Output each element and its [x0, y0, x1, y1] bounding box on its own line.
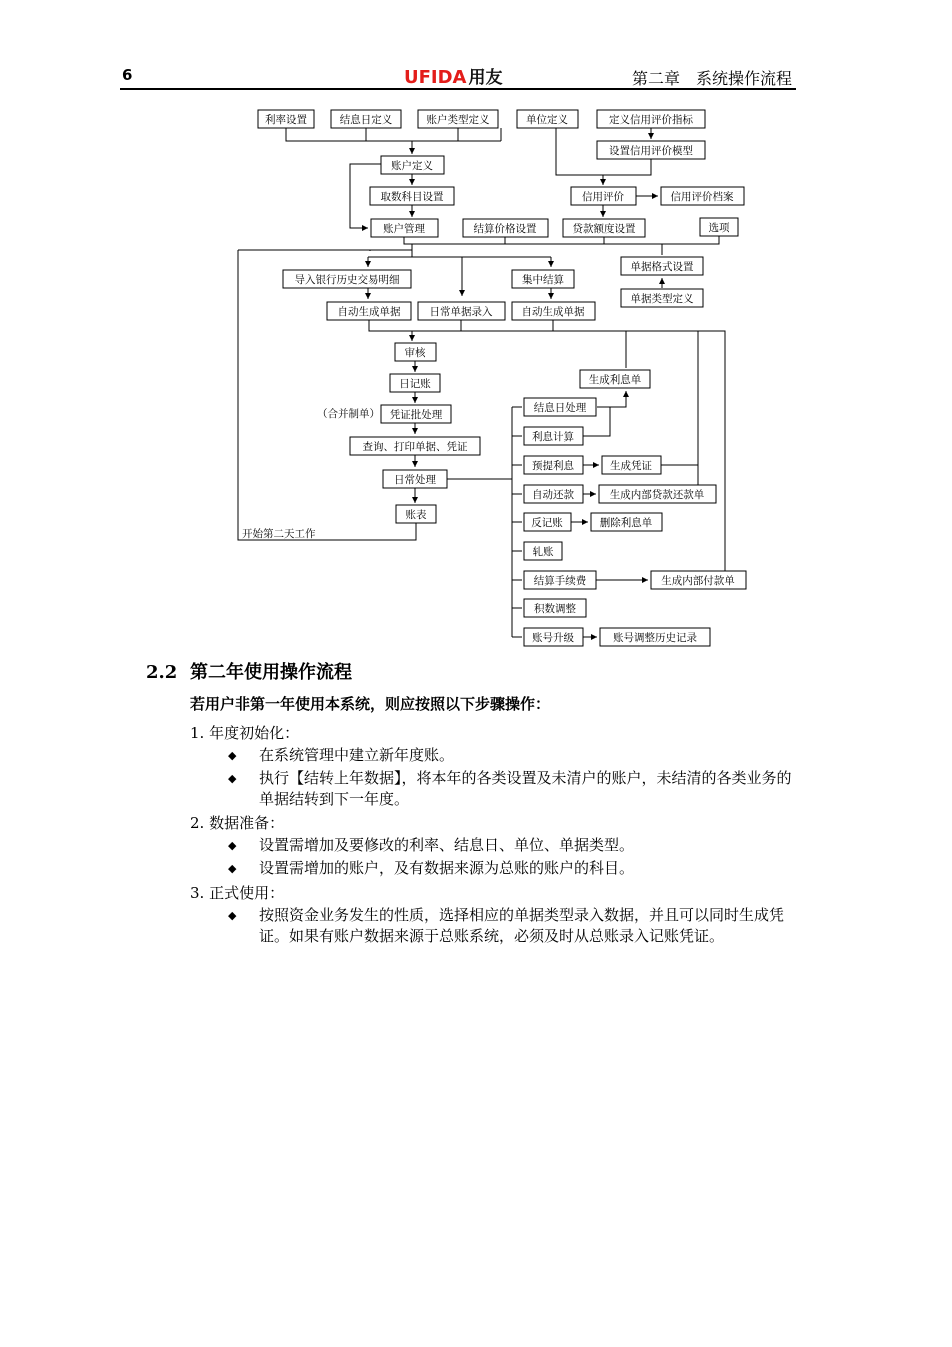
node-credit-model	[597, 141, 705, 159]
node-acct-mgmt	[371, 219, 438, 237]
step-1-label: 1. 年度初始化：	[190, 724, 300, 742]
step-1-bullet-1: ◆ 在系统管理中建立新年度账。	[228, 746, 455, 764]
svg-text:轧账: 轧账	[532, 546, 554, 558]
svg-text:结息日定义: 结息日定义	[339, 114, 393, 126]
node-auto-doc-2	[512, 302, 595, 320]
step-1-bullet-2: ◆ 执行【结转上年数据】，将本年的各类设置及未清户的账户，未结清的各类业务的单据结转到下一年度。	[228, 769, 792, 808]
svg-text:日常处理: 日常处理	[394, 474, 436, 486]
node-clear	[524, 542, 562, 560]
svg-text:日常单据录入: 日常单据录入	[429, 306, 493, 318]
node-interest-calc	[524, 427, 583, 445]
step-3-label: 3. 正式使用：	[190, 884, 285, 902]
svg-text:账号调整历史记录: 账号调整历史记录	[613, 632, 697, 644]
svg-text:删除利息单: 删除利息单	[599, 517, 653, 529]
svg-text:生成内部贷款还款单: 生成内部贷款还款单	[609, 489, 705, 501]
next-day-label: 开始第二天工作	[242, 528, 316, 540]
svg-text:反记账: 反记账	[531, 517, 563, 529]
svg-text:生成凭证: 生成凭证	[610, 460, 652, 472]
node-rate-setup	[258, 110, 314, 128]
node-acct-def	[381, 156, 444, 174]
svg-text:审核: 审核	[404, 347, 426, 359]
node-auto-repay	[524, 485, 583, 503]
svg-text:积数调整: 积数调整	[534, 603, 576, 615]
node-journal	[390, 374, 440, 392]
svg-text:账户类型定义: 账户类型定义	[426, 114, 490, 126]
svg-text:贷款额度设置: 贷款额度设置	[572, 223, 636, 235]
svg-text:查询、打印单据、凭证: 查询、打印单据、凭证	[362, 441, 468, 453]
node-acct-upgrade	[524, 628, 583, 646]
svg-text:单据格式设置: 单据格式设置	[630, 261, 694, 273]
svg-text:生成内部付款单: 生成内部付款单	[661, 575, 735, 587]
logo-cn: 用友	[468, 68, 503, 88]
node-accum-adj	[524, 599, 586, 617]
section-heading	[146, 658, 352, 684]
page-number: 6	[122, 66, 133, 84]
svg-text:集中结算: 集中结算	[522, 274, 564, 286]
node-credit-index-def	[597, 110, 705, 128]
node-reverse	[524, 513, 571, 531]
node-gen-repay	[599, 485, 716, 503]
node-acct-history	[600, 628, 710, 646]
svg-text:选项: 选项	[708, 222, 730, 234]
svg-text:单位定义: 单位定义	[526, 114, 568, 126]
svg-text:账户定义: 账户定义	[391, 160, 433, 172]
node-accrue	[524, 456, 583, 474]
node-credit-archive	[661, 187, 744, 205]
svg-text:自动生成单据: 自动生成单据	[521, 306, 585, 318]
merge-label: （合并制单）	[317, 408, 380, 420]
svg-text:生成利息单: 生成利息单	[588, 374, 642, 386]
svg-text:账表: 账表	[405, 509, 427, 521]
node-central-settle	[512, 270, 574, 288]
node-auto-doc-1	[327, 302, 411, 320]
svg-text:定义信用评价指标: 定义信用评价指标	[609, 114, 693, 126]
node-daily-entry	[418, 302, 505, 320]
svg-text:利息计算: 利息计算	[532, 431, 574, 443]
node-del-interest	[591, 513, 662, 531]
svg-text:取数科目设置: 取数科目设置	[380, 191, 444, 203]
step-2-bullet-1: ◆ 设置需增加及要修改的利率、结息日、单位、单据类型。	[228, 836, 635, 854]
svg-text:自动生成单据: 自动生成单据	[337, 306, 401, 318]
node-doc-type-def	[621, 289, 703, 307]
node-subject-setup	[370, 187, 454, 205]
svg-text:设置信用评价模型: 设置信用评价模型	[609, 145, 693, 157]
node-price-setup	[463, 219, 548, 237]
svg-text:结算手续费: 结算手续费	[533, 575, 587, 587]
step-2-bullet-2: ◆ 设置需增加的账户，及有数据来源为总账的账户的科目。	[228, 859, 635, 877]
svg-text:凭证批处理: 凭证批处理	[389, 409, 443, 421]
step-2-label: 2. 数据准备：	[190, 814, 285, 832]
node-options	[700, 218, 738, 236]
flowchart	[0, 0, 952, 660]
node-gen-interest	[580, 370, 650, 388]
svg-text:单据类型定义: 单据类型定义	[630, 293, 694, 305]
svg-text:账户管理: 账户管理	[383, 223, 425, 235]
svg-text:结息日处理: 结息日处理	[533, 402, 587, 414]
node-loan-limit	[563, 219, 645, 237]
svg-text:信用评价档案: 信用评价档案	[670, 191, 734, 203]
svg-text:利率设置: 利率设置	[265, 114, 307, 126]
node-unit-def	[517, 110, 578, 128]
logo-text: UFIDA	[404, 67, 467, 88]
node-credit-eval	[571, 187, 636, 205]
node-settle-proc	[524, 398, 596, 416]
node-audit	[395, 343, 436, 361]
svg-text:账号升级: 账号升级	[532, 632, 574, 644]
svg-text:日记账: 日记账	[399, 378, 431, 390]
svg-text:信用评价: 信用评价	[582, 191, 624, 203]
svg-text:预提利息: 预提利息	[532, 460, 574, 472]
node-settle-day-def	[331, 110, 401, 128]
node-import-bank	[283, 270, 411, 288]
node-query-print	[350, 437, 480, 455]
section-title: 第二年使用操作流程	[190, 662, 352, 683]
step-3-bullet-1: ◆ 按照资金业务发生的性质，选择相应的单据类型录入数据，并且可以同时生成凭证。如果有账户数据来源于总账系统，必须及时从总账录入记账凭证。	[228, 906, 785, 945]
section-lead: 若用户非第一年使用本系统，则应按照以下步骤操作：	[190, 695, 551, 713]
node-doc-format	[621, 257, 703, 275]
node-daily-proc	[383, 470, 447, 488]
node-ledger	[396, 505, 436, 523]
node-gen-pay	[651, 571, 746, 589]
node-voucher-batch	[381, 405, 451, 423]
svg-text:自动还款: 自动还款	[532, 489, 574, 501]
section-number: 2.2	[146, 662, 178, 683]
node-acct-type-def	[418, 110, 498, 128]
svg-text:导入银行历史交易明细: 导入银行历史交易明细	[294, 274, 400, 286]
node-fee	[524, 571, 596, 589]
node-gen-voucher	[602, 456, 661, 474]
chapter-title: 第二章 系统操作流程	[631, 69, 792, 88]
svg-text:结算价格设置: 结算价格设置	[473, 223, 537, 235]
